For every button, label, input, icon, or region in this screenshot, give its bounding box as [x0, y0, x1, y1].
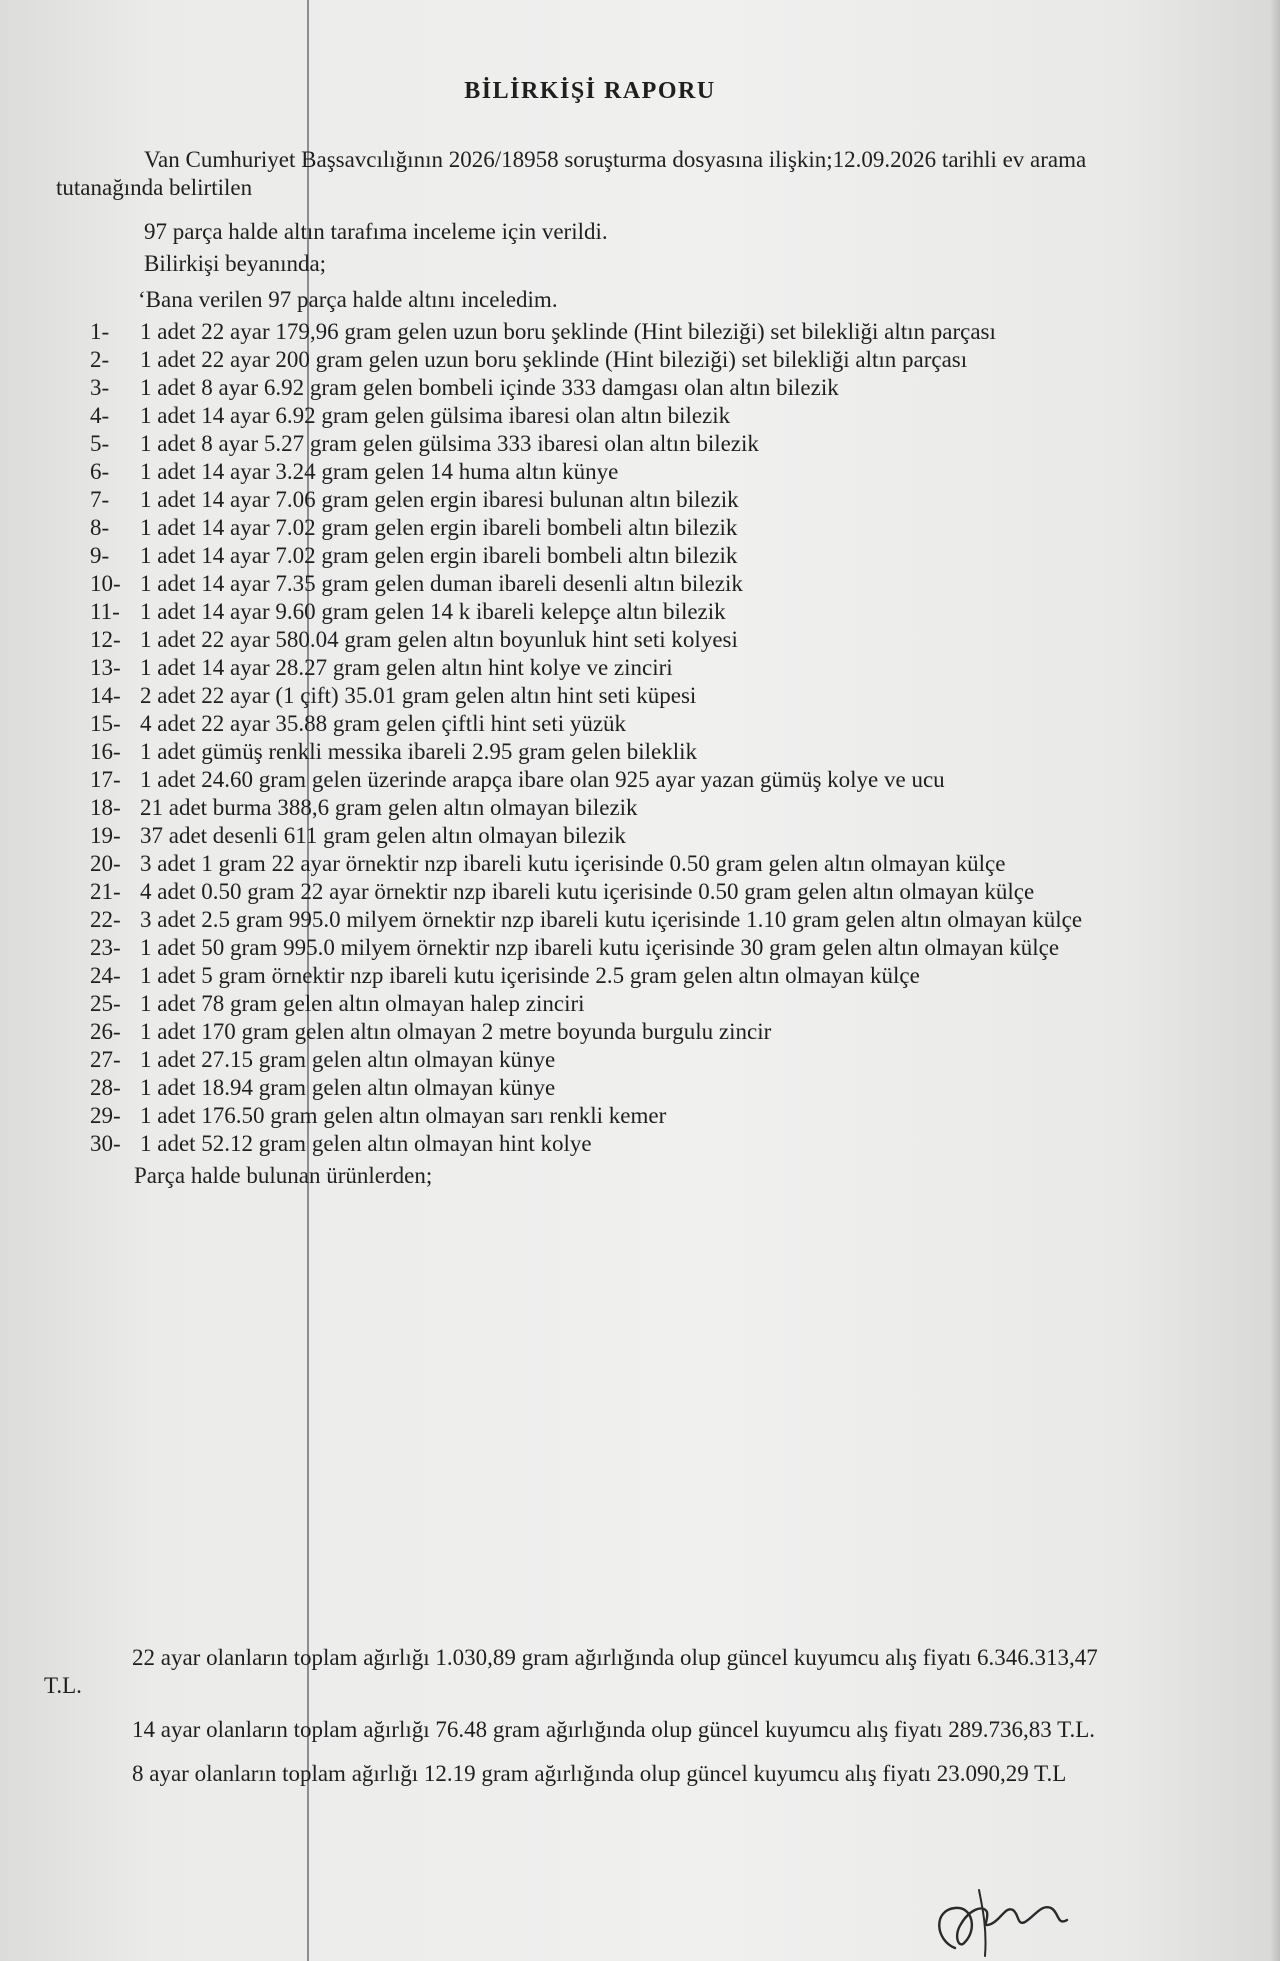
item-number: 30-: [90, 1131, 121, 1156]
item-number: 24-: [90, 963, 121, 988]
item-text: 3 adet 2.5 gram 995.0 milyem örnektir nzp ibareli kutu içerisinde 1.10 gram gelen altın olmayan külçe: [140, 907, 1083, 932]
item-text: 1 adet 14 ayar 7.35 gram gelen duman ibareli desenli altın bilezik: [140, 571, 743, 596]
handwritten-signature: [925, 1870, 1085, 1960]
item-number: 5-: [90, 431, 110, 456]
list-item: [90, 906, 1130, 934]
list-item: [90, 738, 1130, 766]
list-item: [90, 794, 1130, 822]
item-number: 4-: [90, 403, 110, 428]
list-item: [90, 374, 1130, 402]
item-number: 10-: [90, 571, 121, 596]
paper-edge-shadow: [1270, 0, 1280, 1961]
item-number: 17-: [90, 767, 121, 792]
list-item: [90, 486, 1130, 514]
list-item: [90, 1130, 1130, 1158]
item-number: 23-: [90, 935, 121, 960]
item-number: 20-: [90, 851, 121, 876]
item-text: 4 adet 22 ayar 35.88 gram gelen çiftli hint seti yüzük: [140, 711, 627, 736]
list-item: [90, 878, 1130, 906]
item-number: 18-: [90, 795, 121, 820]
list-item: [90, 430, 1130, 458]
item-number: 8-: [90, 515, 110, 540]
summary-22-ayar: 22 ayar olanların toplam ağırlığı 1.030,89 gram ağırlığında olup güncel kuyumcu alış fiyatı 6.346.313,47 T.L.: [44, 1645, 1098, 1698]
item-text: 1 adet 8 ayar 5.27 gram gelen gülsima 333 ibaresi olan altın bilezik: [140, 431, 759, 456]
item-number: 12-: [90, 627, 121, 652]
item-number: 9-: [90, 543, 110, 568]
item-text: 37 adet desenli 611 gram gelen altın olmayan bilezik: [140, 823, 626, 848]
list-item: [90, 346, 1130, 374]
summary-14-ayar: 14 ayar olanların toplam ağırlığı 76.48 gram ağırlığında olup güncel kuyumcu alış fiyatı 289.736,83 T.L.: [132, 1717, 1096, 1742]
item-list: [90, 318, 1130, 1158]
item-number: 7-: [90, 487, 110, 512]
item-number: 27-: [90, 1047, 121, 1072]
item-text: 1 adet 18.94 gram gelen altın olmayan künye: [140, 1075, 556, 1100]
list-item: [90, 542, 1130, 570]
item-text: 1 adet 22 ayar 580.04 gram gelen altın boyunluk hint seti kolyesi: [140, 627, 738, 652]
item-text: 1 adet 5 gram örnektir nzp ibareli kutu içerisinde 2.5 gram gelen altın olmayan külçe: [140, 963, 920, 988]
summary-8-ayar: 8 ayar olanların toplam ağırlığı 12.19 gram ağırlığında olup güncel kuyumcu alış fiyatı 23.090,29 T.L: [132, 1761, 1067, 1786]
item-text: 1 adet 22 ayar 179,96 gram gelen uzun boru şeklinde (Hint bileziği) set bilekliği altın parçası: [140, 319, 996, 344]
list-item: [90, 654, 1130, 682]
received-statement: 97 parça halde altın tarafıma inceleme için verildi.: [144, 219, 608, 244]
item-text: 1 adet 52.12 gram gelen altın olmayan hint kolye: [140, 1131, 592, 1156]
item-number: 15-: [90, 711, 121, 736]
list-item: [90, 962, 1130, 990]
item-number: 28-: [90, 1075, 121, 1100]
list-item: [90, 710, 1130, 738]
list-item: [90, 458, 1130, 486]
item-number: 22-: [90, 907, 121, 932]
item-text: 4 adet 0.50 gram 22 ayar örnektir nzp ibareli kutu içerisinde 0.50 gram gelen altın olmayan külçe: [140, 879, 1035, 904]
item-text: 1 adet gümüş renkli messika ibareli 2.95 gram gelen bileklik: [140, 739, 697, 764]
item-number: 25-: [90, 991, 121, 1016]
list-item: [90, 682, 1130, 710]
item-text: 1 adet 14 ayar 7.06 gram gelen ergin ibaresi bulunan altın bilezik: [140, 487, 739, 512]
summary-section: [44, 1644, 1134, 1804]
item-number: 26-: [90, 1019, 121, 1044]
list-item: [90, 850, 1130, 878]
item-number: 13-: [90, 655, 121, 680]
list-item: [90, 822, 1130, 850]
item-text: 1 adet 27.15 gram gelen altın olmayan künye: [140, 1047, 556, 1072]
items-closing: Parça halde bulunan ürünlerden;: [134, 1163, 433, 1188]
list-item: [90, 766, 1130, 794]
item-number: 21-: [90, 879, 121, 904]
list-item: [90, 570, 1130, 598]
item-number: 29-: [90, 1103, 121, 1128]
item-number: 11-: [90, 599, 120, 624]
report-title: BİLİRKİŞİ RAPORU: [464, 78, 716, 104]
item-number: 2-: [90, 347, 110, 372]
declaration-opening: ‘Bana verilen 97 parça halde altını inceledim.: [138, 287, 558, 312]
list-item: [90, 990, 1130, 1018]
item-text: 3 adet 1 gram 22 ayar örnektir nzp ibareli kutu içerisinde 0.50 gram gelen altın olmayan külçe: [140, 851, 1006, 876]
item-text: 1 adet 24.60 gram gelen üzerinde arapça ibare olan 925 ayar yazan gümüş kolye ve ucu: [140, 767, 945, 792]
item-text: 1 adet 78 gram gelen altın olmayan halep zinciri: [140, 991, 585, 1016]
item-number: 16-: [90, 739, 121, 764]
item-text: 1 adet 8 ayar 6.92 gram gelen bombeli içinde 333 damgası olan altın bilezik: [140, 375, 839, 400]
list-item: [90, 1102, 1130, 1130]
list-item: [90, 1018, 1130, 1046]
list-item: [90, 1046, 1130, 1074]
item-number: 3-: [90, 375, 110, 400]
item-text: 1 adet 22 ayar 200 gram gelen uzun boru şeklinde (Hint bileziği) set bilekliği altın parçası: [140, 347, 968, 372]
list-item: [90, 402, 1130, 430]
item-number: 6-: [90, 459, 110, 484]
declaration-heading: Bilirkişi beyanında;: [144, 251, 327, 276]
list-item: [90, 934, 1130, 962]
item-text: 1 adet 14 ayar 3.24 gram gelen 14 huma altın künye: [140, 459, 619, 484]
list-item: [90, 626, 1130, 654]
list-item: [90, 1074, 1130, 1102]
intro-text: Van Cumhuriyet Başsavcılığının 2026/18958 soruşturma dosyasına ilişkin;12.09.2026 tarihli ev arama tutanağında belirtilen: [56, 147, 1087, 200]
item-text: 21 adet burma 388,6 gram gelen altın olmayan bilezik: [140, 795, 638, 820]
list-item: [90, 514, 1130, 542]
intro-paragraph: [56, 146, 1128, 202]
item-text: 1 adet 50 gram 995.0 milyem örnektir nzp ibareli kutu içerisinde 30 gram gelen altın olmayan külçe: [140, 935, 1060, 960]
item-text: 1 adet 176.50 gram gelen altın olmayan sarı renkli kemer: [140, 1103, 667, 1128]
item-text: 1 adet 14 ayar 28.27 gram gelen altın hint kolye ve zinciri: [140, 655, 673, 680]
list-item: [90, 318, 1130, 346]
list-item: [90, 598, 1130, 626]
item-number: 1-: [90, 319, 110, 344]
item-text: 1 adet 14 ayar 6.92 gram gelen gülsima ibaresi olan altın bilezik: [140, 403, 731, 428]
item-text: 1 adet 170 gram gelen altın olmayan 2 metre boyunda burgulu zincir: [140, 1019, 772, 1044]
item-text: 2 adet 22 ayar (1 çift) 35.01 gram gelen altın hint seti küpesi: [140, 683, 697, 708]
item-number: 14-: [90, 683, 121, 708]
item-text: 1 adet 14 ayar 9.60 gram gelen 14 k ibareli kelepçe altın bilezik: [140, 599, 726, 624]
item-text: 1 adet 14 ayar 7.02 gram gelen ergin ibareli bombeli altın bilezik: [140, 543, 738, 568]
item-number: 19-: [90, 823, 121, 848]
item-text: 1 adet 14 ayar 7.02 gram gelen ergin ibareli bombeli altın bilezik: [140, 515, 738, 540]
